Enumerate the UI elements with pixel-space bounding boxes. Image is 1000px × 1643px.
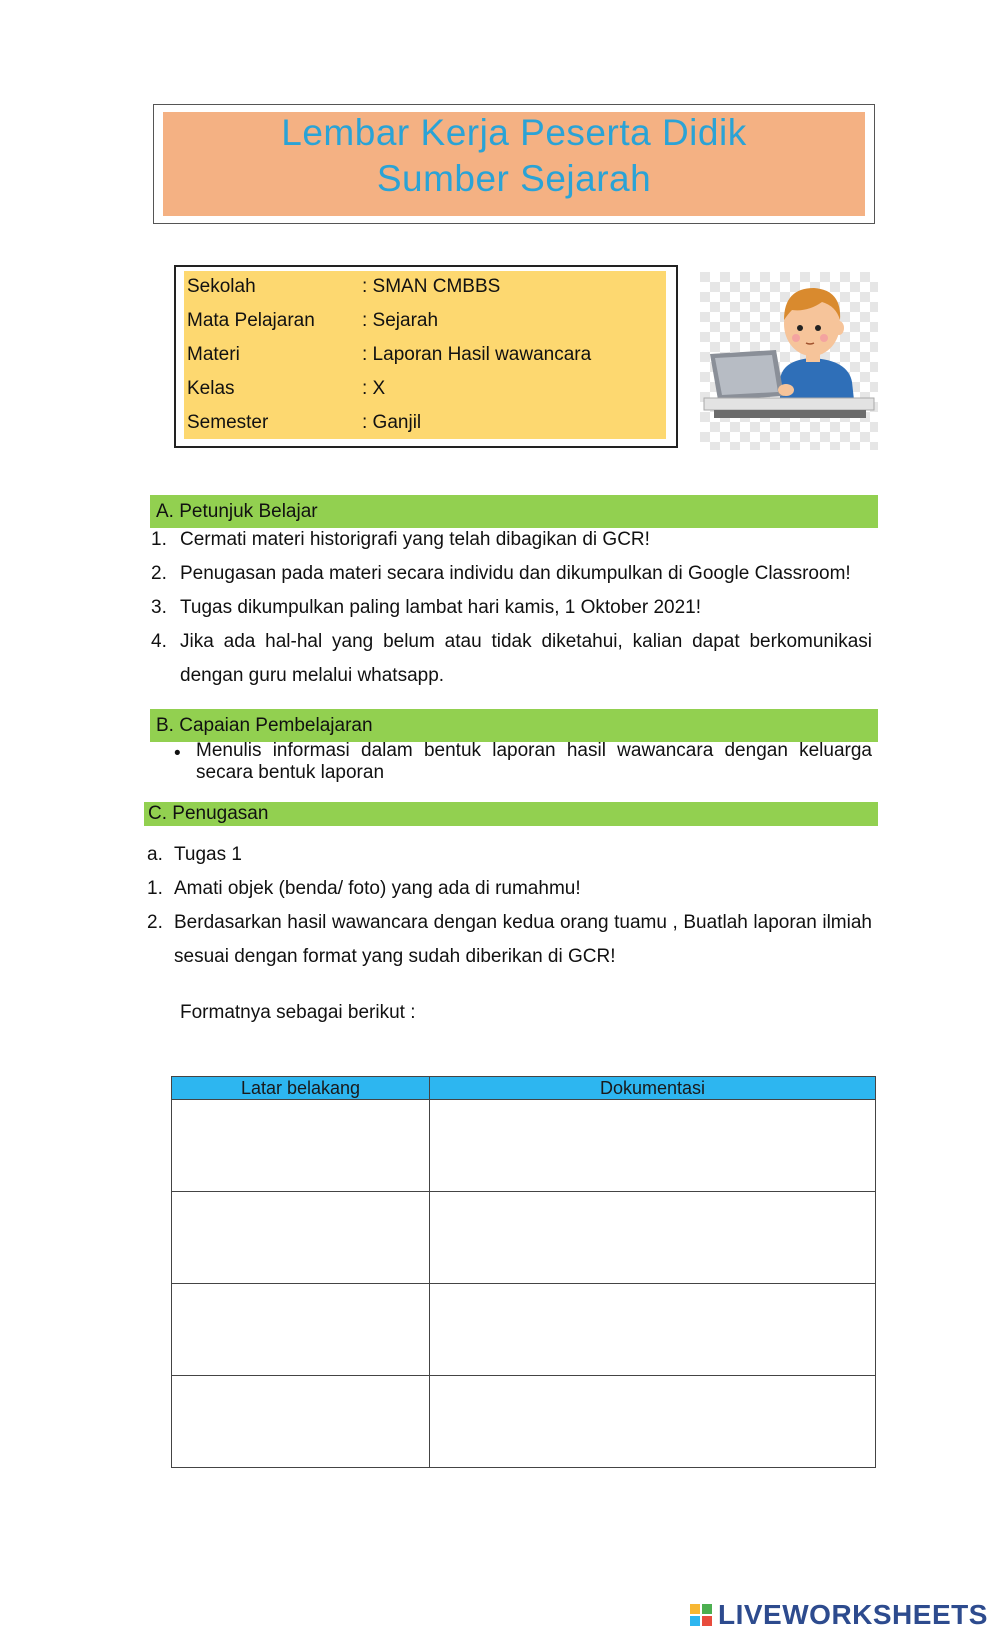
format-intro: Formatnya sebagai berikut : xyxy=(180,1002,416,1023)
section-b-heading: B. Capaian Pembelajaran xyxy=(150,709,878,742)
dokumentasi-cell[interactable] xyxy=(430,1100,876,1192)
section-c-heading: C. Penugasan xyxy=(144,802,878,826)
table-row xyxy=(172,1192,876,1284)
bullet-icon: • xyxy=(174,743,181,764)
list-item: Tugas dikumpulkan paling lambat hari kamis, 1 Oktober 2021! xyxy=(180,597,702,618)
table-row xyxy=(172,1100,876,1192)
info-value: : X xyxy=(362,378,386,399)
student-laptop-illustration xyxy=(700,272,878,450)
list-number: 2. xyxy=(151,563,167,584)
latar-belakang-cell[interactable] xyxy=(172,1192,430,1284)
worksheet-title: Lembar Kerja Peserta Didik xyxy=(281,112,747,153)
table-row xyxy=(172,1284,876,1376)
info-value: : Laporan Hasil wawancara xyxy=(362,344,592,365)
list-item: Jika ada hal-hal yang belum atau tidak diketahui, kalian dapat berkomunikasi xyxy=(180,631,872,652)
list-item: Berdasarkan hasil wawancara dengan kedua orang tuamu , Buatlah laporan ilmiah xyxy=(174,912,872,933)
latar-belakang-cell[interactable] xyxy=(172,1376,430,1468)
list-number: 3. xyxy=(151,597,167,618)
liveworksheets-logo-icon xyxy=(690,1604,712,1626)
list-item-continuation: sesuai dengan format yang sudah diberikan di GCR! xyxy=(174,946,616,967)
info-value: : SMAN CMBBS xyxy=(362,276,501,297)
list-number: 4. xyxy=(151,631,167,652)
report-format-table xyxy=(171,1076,876,1468)
task-label: Tugas 1 xyxy=(174,844,242,865)
list-item: Penugasan pada materi secara individu dan dikumpulkan di Google Classroom! xyxy=(180,563,851,584)
worksheet-subtitle: Sumber Sejarah xyxy=(376,158,652,199)
list-number: 2. xyxy=(147,912,163,933)
task-marker: a. xyxy=(147,844,163,865)
info-value: : Ganjil xyxy=(362,412,422,433)
list-item-continuation: dengan guru melalui whatsapp. xyxy=(180,665,445,686)
table-row xyxy=(172,1376,876,1468)
bullet-item: Menulis informasi dalam bentuk laporan hasil wawancara dengan keluarga xyxy=(196,740,872,761)
info-value: : Sejarah xyxy=(362,310,439,331)
info-label: Semester xyxy=(187,412,269,433)
header-latar-belakang: Latar belakang xyxy=(172,1077,430,1100)
dokumentasi-cell[interactable] xyxy=(430,1192,876,1284)
list-number: 1. xyxy=(147,878,163,899)
brand-name: LIVEWORKSHEETS xyxy=(718,1599,988,1630)
bullet-item-continuation: secara bentuk laporan xyxy=(196,762,385,783)
list-number: 1. xyxy=(151,529,167,550)
info-label: Sekolah xyxy=(187,276,256,297)
info-label: Materi xyxy=(187,344,240,365)
info-label: Kelas xyxy=(187,378,235,399)
info-label: Mata Pelajaran xyxy=(187,310,315,331)
section-a-heading: A. Petunjuk Belajar xyxy=(150,495,878,528)
list-item: Amati objek (benda/ foto) yang ada di rumahmu! xyxy=(174,878,581,899)
dokumentasi-cell[interactable] xyxy=(430,1376,876,1468)
dokumentasi-cell[interactable] xyxy=(430,1284,876,1376)
header-dokumentasi: Dokumentasi xyxy=(430,1077,876,1100)
latar-belakang-cell[interactable] xyxy=(172,1100,430,1192)
list-item: Cermati materi historigrafi yang telah dibagikan di GCR! xyxy=(180,529,650,550)
latar-belakang-cell[interactable] xyxy=(172,1284,430,1376)
table-header-row xyxy=(172,1077,876,1100)
